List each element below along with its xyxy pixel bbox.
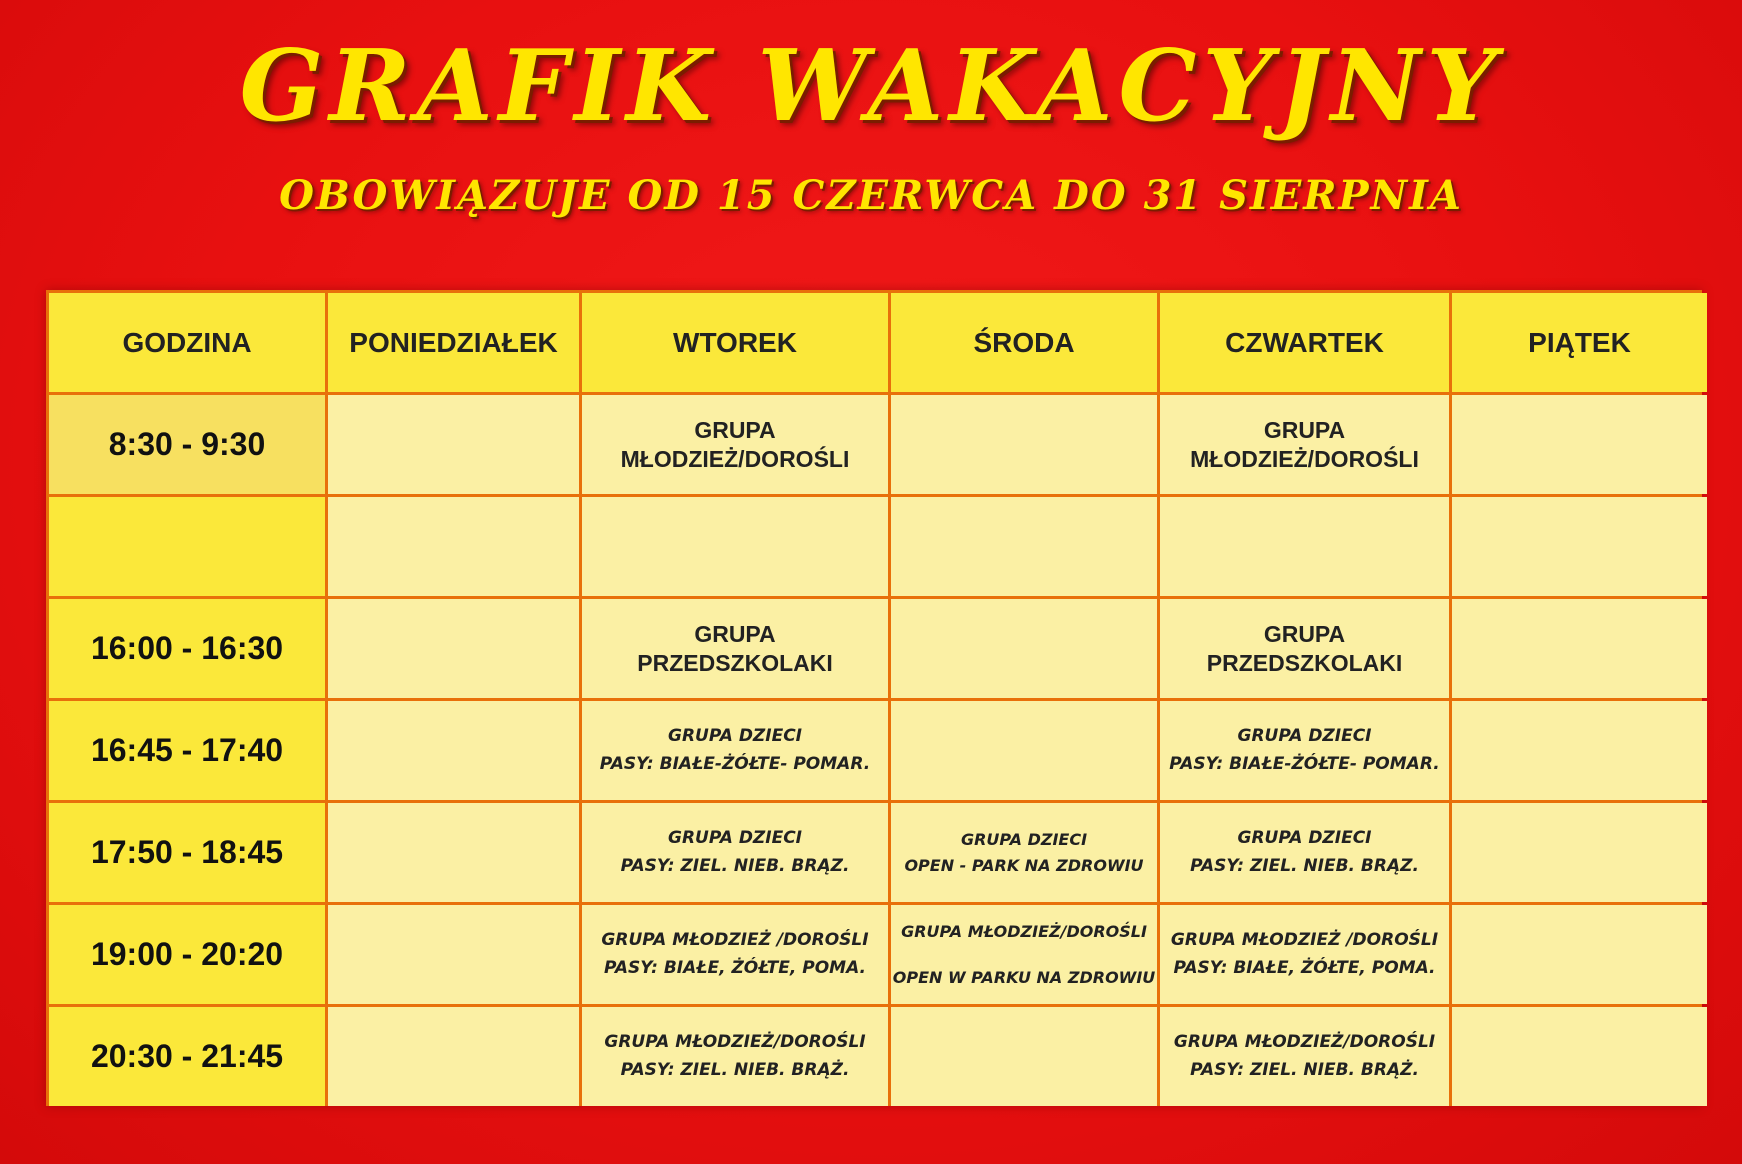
schedule-entry: [582, 395, 888, 494]
time-slot: 8:30 - 9:30: [49, 395, 325, 494]
schedule-cell-empty: [891, 701, 1157, 800]
schedule-cell-empty: [1452, 497, 1707, 596]
schedule-cell-empty: [1160, 497, 1449, 596]
entry-group-label: GRUPA DZIECI: [668, 726, 802, 747]
entry-group-detail: PASY: ZIEL. NIEB. BRĄZ.: [1190, 855, 1419, 876]
column-header-poniedzialek: PONIEDZIAŁEK: [328, 293, 579, 392]
schedule-entry: [582, 701, 888, 800]
time-slot: 20:30 - 21:45: [49, 1007, 325, 1106]
entry-group-detail: PASY: ZIEL. NIEB. BRĄŻ.: [620, 1059, 850, 1080]
schedule-cell-empty: [1452, 395, 1707, 494]
column-header-piatek: PIĄTEK: [1452, 293, 1707, 392]
schedule-entry: [891, 905, 1157, 1004]
schedule-entry: [582, 1007, 888, 1106]
entry-group-detail: PASY: BIAŁE, ŻÓŁTE, POMA.: [603, 957, 867, 978]
entry-group-detail: PASY: BIAŁE, ŻÓŁTE, POMA.: [1173, 957, 1436, 978]
schedule-cell-empty: [1452, 1007, 1707, 1106]
entry-group-label: GRUPA DZIECI: [1237, 828, 1372, 849]
schedule-entry: [582, 803, 888, 902]
entry-group-detail: PASY: ZIEL. NIEB. BRĄZ.: [620, 855, 850, 876]
column-header-sroda: ŚRODA: [891, 293, 1157, 392]
schedule-cell-empty: [328, 701, 579, 800]
entry-group-detail: PRZEDSZKOLAKI: [637, 649, 833, 676]
page-title: GRAFIK WAKACYJNY: [239, 29, 1503, 144]
schedule-cell-empty: [891, 395, 1157, 494]
entry-group-detail: PASY: ZIEL. NIEB. BRĄŻ.: [1190, 1059, 1419, 1080]
schedule-entry: [582, 905, 888, 1004]
entry-group-label: GRUPA: [1263, 416, 1346, 443]
schedule-cell-empty: [1452, 803, 1707, 902]
schedule-entry: [1160, 395, 1449, 494]
column-header-czwartek: CZWARTEK: [1160, 293, 1449, 392]
entry-group-label: GRUPA: [694, 416, 776, 443]
schedule-entry: [1160, 599, 1449, 698]
entry-group-label: GRUPA MŁODZIEŻ /DOROŚLI: [601, 930, 869, 951]
schedule-table: [46, 290, 1702, 1106]
entry-group-label: GRUPA DZIECI: [668, 828, 802, 849]
entry-group-label: GRUPA DZIECI: [960, 829, 1088, 849]
schedule-cell-empty: [328, 395, 579, 494]
entry-group-label: GRUPA MŁODZIEŻ /DOROŚLI: [1170, 930, 1439, 951]
schedule-entry: [1160, 803, 1449, 902]
schedule-cell-empty: [1452, 701, 1707, 800]
schedule-cell-empty: [891, 1007, 1157, 1106]
entry-group-label: GRUPA MŁODZIEŻ/DOROŚLI: [901, 921, 1147, 941]
page-subtitle: OBOWIĄZUJE OD 15 CZERWCA DO 31 SIERPNIA: [279, 172, 1463, 219]
schedule-entry: [1160, 1007, 1449, 1106]
time-slot: [49, 497, 325, 596]
entry-group-label: GRUPA DZIECI: [1237, 726, 1372, 747]
entry-group-label: GRUPA MŁODZIEŻ/DOROŚLI: [604, 1032, 866, 1053]
schedule-cell-empty: [328, 599, 579, 698]
schedule-entry: [891, 803, 1157, 902]
schedule-cell-empty: [328, 497, 579, 596]
entry-group-detail: MŁODZIEŻ/DOROŚLI: [1190, 445, 1419, 472]
schedule-entry: [1160, 905, 1449, 1004]
schedule-entry: [582, 599, 888, 698]
schedule-cell-empty: [328, 1007, 579, 1106]
schedule-cell-empty: [328, 905, 579, 1004]
entry-group-detail: PASY: BIAŁE-ŻÓŁTE- POMAR.: [599, 753, 871, 774]
schedule-cell-empty: [1452, 905, 1707, 1004]
entry-group-label: GRUPA: [694, 620, 776, 647]
schedule-cell-empty: [328, 803, 579, 902]
entry-group-detail: PRZEDSZKOLAKI: [1206, 649, 1403, 676]
schedule-cell-empty: [1452, 599, 1707, 698]
time-slot: 16:00 - 16:30: [49, 599, 325, 698]
entry-group-label: GRUPA: [1263, 620, 1346, 647]
column-header-wtorek: WTOREK: [582, 293, 888, 392]
schedule-entry: [1160, 701, 1449, 800]
time-slot: 19:00 - 20:20: [49, 905, 325, 1004]
entry-group-detail: PASY: BIAŁE-ŻÓŁTE- POMAR.: [1169, 753, 1440, 774]
entry-group-label: GRUPA MŁODZIEŻ/DOROŚLI: [1173, 1032, 1436, 1053]
entry-group-detail: MŁODZIEŻ/DOROŚLI: [620, 445, 850, 472]
schedule-cell-empty: [891, 599, 1157, 698]
schedule-cell-empty: [891, 497, 1157, 596]
schedule-cell-empty: [582, 497, 888, 596]
entry-group-detail: OPEN W PARKU NA ZDROWIU: [892, 967, 1156, 987]
time-slot: 16:45 - 17:40: [49, 701, 325, 800]
column-header-godzina: GODZINA: [49, 293, 325, 392]
time-slot: 17:50 - 18:45: [49, 803, 325, 902]
entry-group-detail: OPEN - PARK NA ZDROWIU: [904, 855, 1144, 875]
